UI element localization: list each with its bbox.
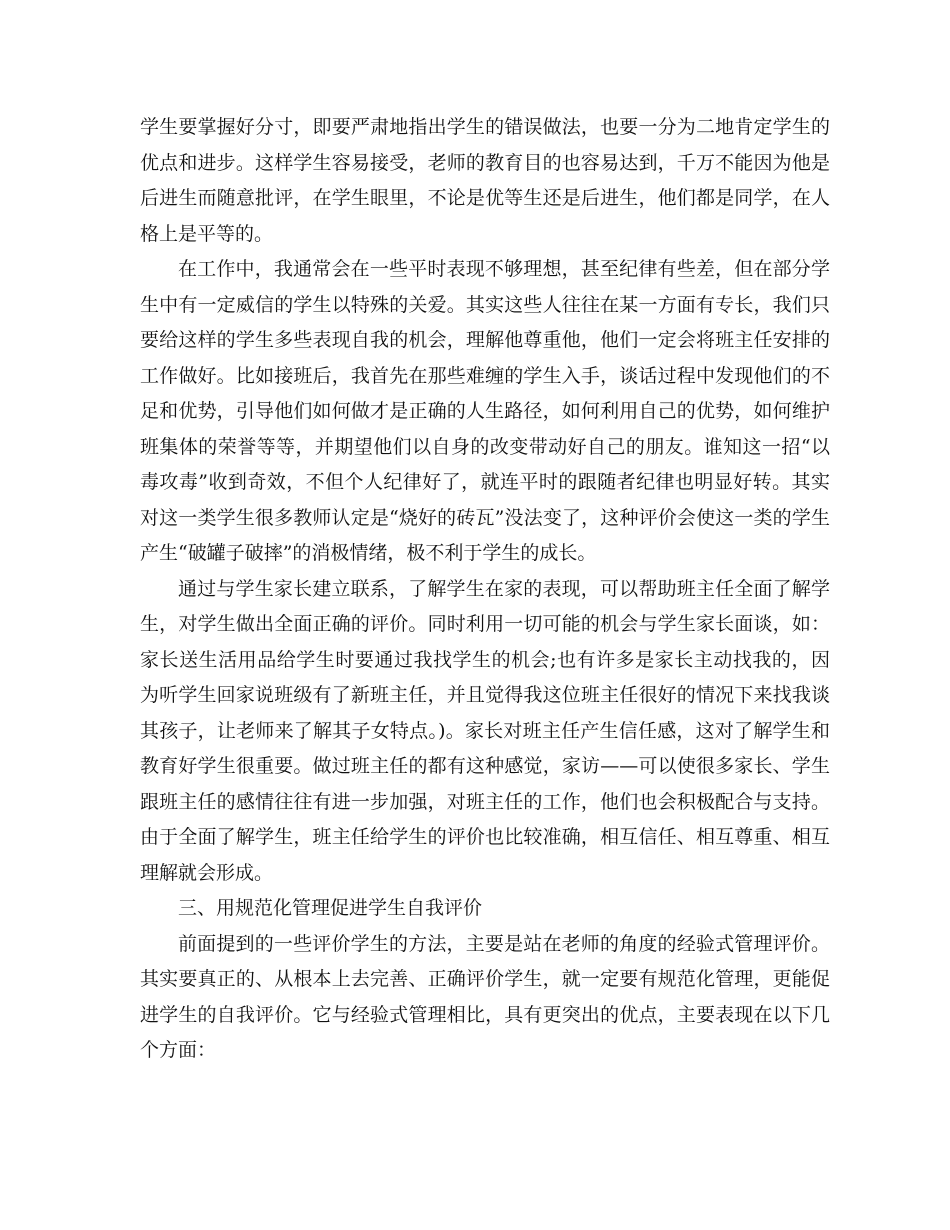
document-page <box>140 110 830 1069</box>
paragraph-4: 前面提到的一些评价学生的方法，主要是站在老师的角度的经验式管理评价。其实要真正的、从根本上去完善、正确评价学生，就一定要有规范化管理，更能促进学生的自我评价。它与经验式管理相比，具有更突出的优点，主要表现在以下几个方面： <box>140 932 830 1061</box>
section-heading-3: 三、用规范化管理促进学生自我评价 <box>178 897 483 919</box>
paragraph-2: 在工作中，我通常会在一些平时表现不够理想，甚至纪律有些差，但在部分学生中有一定威信的学生以特殊的关爱。其实这些人往往在某一方面有专长，我们只要给这样的学生多些表现自我的机会，理解他尊重他，他们一定会将班主任安排的工作做好。比如接班后，我首先在那些难缠的学生入手，谈话过程中发现他们的不足和优势，引导他们如何做才是正确的人生路径，如何利用自己的优势，如何维护班集体的荣誉等等，并期望他们以自身的改变带动好自己的朋友。谁知这一招“以毒攻毒”收到奇效，不但个人纪律好了，就连平时的跟随者纪律也明显好转。其实对这一类学生很多教师认定是“烧好的砖瓦”没法变了，这种评价会使这一类的学生产生“破罐子破摔”的消极情绪，极不利于学生的成长。 <box>140 258 830 564</box>
paragraph-3: 通过与学生家长建立联系，了解学生在家的表现，可以帮助班主任全面了解学生，对学生做出全面正确的评价。同时利用一切可能的机会与学生家长面谈，如：家长送生活用品给学生时要通过我找学生的机会;也有许多是家长主动找我的，因为听学生回家说班级有了新班主任，并且觉得我这位班主任很好的情况下来找我谈其孩子，让老师来了解其子女特点。)。家长对班主任产生信任感，这对了解学生和教育好学生很重要。做过班主任的都有这种感觉，家访——可以使很多家长、学生跟班主任的感情往往有进一步加强，对班主任的工作，他们也会积极配合与支持。由于全面了解学生，班主任给学生的评价也比较准确，相互信任、相互尊重、相互理解就会形成。 <box>140 577 830 884</box>
paragraph-1: 学生要掌握好分寸，即要严肃地指出学生的错误做法，也要一分为二地肯定学生的优点和进步。这样学生容易接受，老师的教育目的也容易达到，千万不能因为他是后进生而随意批评，在学生眼里，不论是优等生还是后进生，他们都是同学，在人格上是平等的。 <box>140 116 830 245</box>
